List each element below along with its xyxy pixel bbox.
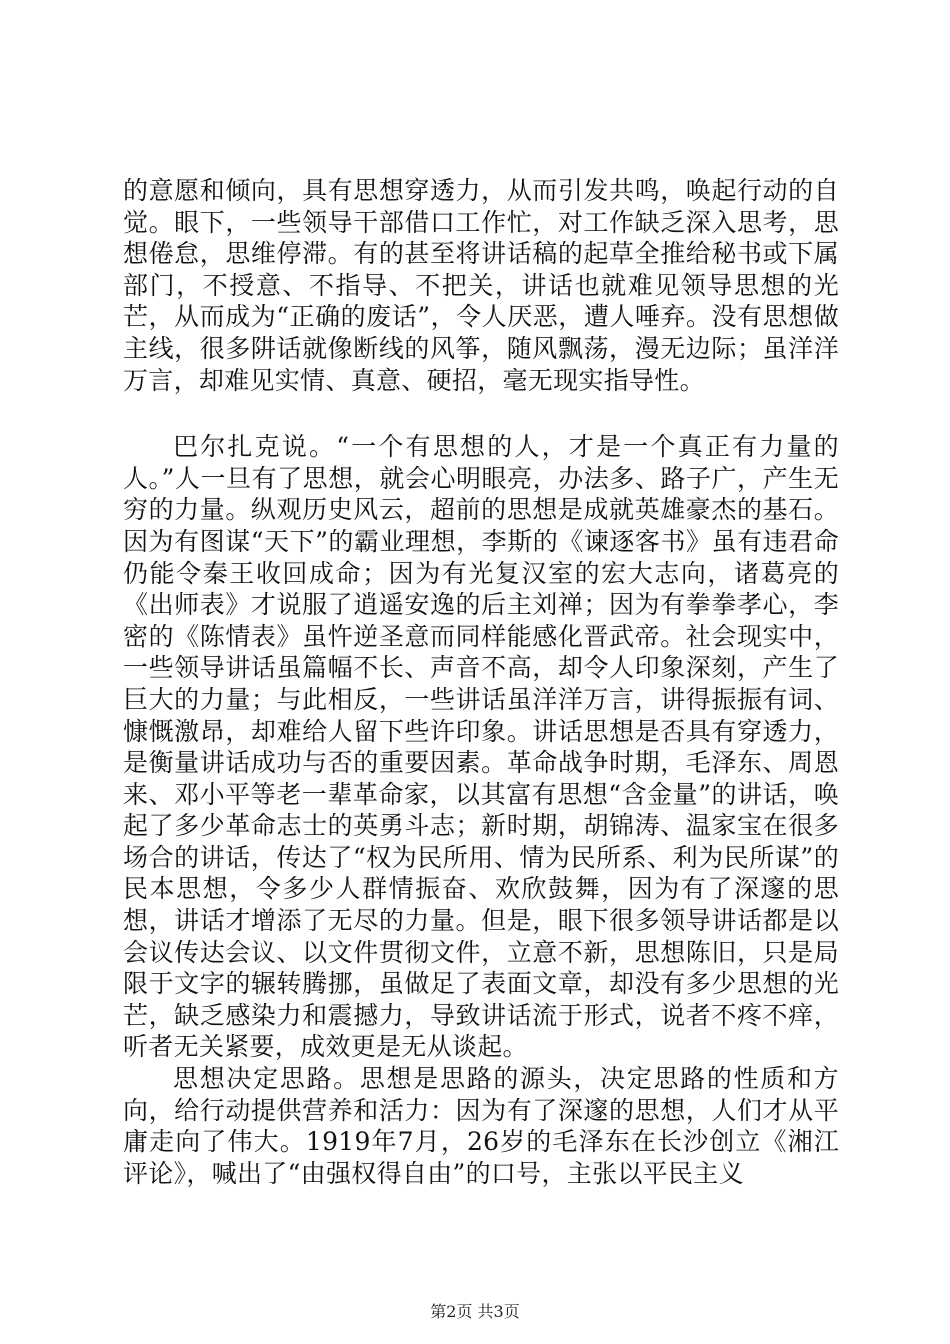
document-body — [123, 175, 839, 1189]
paragraph-1: 的意愿和倾向，具有思想穿透力，从而引发共鸣，唤起行动的自觉。眼下，一些领导干部借口工作忙，对工作缺乏深入思考，思想倦怠，思维停滞。有的甚至将讲话稿的起草全推给秘书或下属部门，不授意、不指导、不把关，讲话也就难见领导思想的光芒，从而成为“正确的废话”，令人厌恶，遭人唾弃。没有思想做主线，很多阱话就像断线的风筝，随风飘荡，漫无边际；虽洋洋万言，却难见实情、真意、硬招，毫无现实指导性。 — [123, 176, 839, 395]
paragraph-spacer — [123, 396, 839, 431]
paragraph-2: 巴尔扎克说。“一个有思想的人，才是一个真正有力量的人。”人一旦有了思想，就会心明眼亮，办法多、路子广，产生无穷的力量。纵观历史风云，超前的思想是成就英雄豪杰的基石。因为有图谋“天下”的霸业理想，李斯的《谏逐客书》虽有违君命仍能令秦王收回成命；因为有光复汉室的宏大志向，诸葛亮的《出师表》才说服了逍遥安逸的后主刘禅；因为有拳拳孝心，李密的《陈情表》虽忤逆圣意而同样能感化晋武帝。社会现实中，一些领导讲话虽篇幅不长、声音不高，却令人印象深刻，产生了巨大的力量；与此相反，一些讲话虽洋洋万言，讲得振振有词、慷慨激昂，却难给人留下些许印象。讲话思想是否具有穿透力，是衡量讲话成功与否的重要因素。革命战争时期，毛泽东、周恩来、邓小平等老一辈革命家，以其富有思想“含金量”的讲话，唤起了多少革命志士的英勇斗志；新时期，胡锦涛、温家宝在很多场合的讲话，传达了“权为民所用、情为民所系、利为民所谋”的民本思想，令多少人群情振奋、欢欣鼓舞，因为有了深邃的思想，讲话才增添了无尽的力量。但是，眼下很多领导讲话都是以会议传达会议、以文件贯彻文件，立意不新，思想陈旧，只是局限于文字的辗转腾挪，虽做足了表面文章，却没有多少思想的光芒，缺乏感染力和震撼力，导致讲话流于形式，说者不疼不痒，听者无关紧要，成效更是无从谈起。 — [123, 432, 839, 1062]
paragraph-3: 思想决定思路。思想是思路的源头，决定思路的性质和方向，给行动提供营养和活力：因为有了深邃的思想，人们才从平庸走向了伟大。1919年7月，26岁的毛泽东在长沙创立《湘江评论》，喊出了“由强权得自由”的口号，主张以平民主义 — [123, 1064, 839, 1188]
page-footer: 第2页 共3页 — [430, 1302, 520, 1321]
